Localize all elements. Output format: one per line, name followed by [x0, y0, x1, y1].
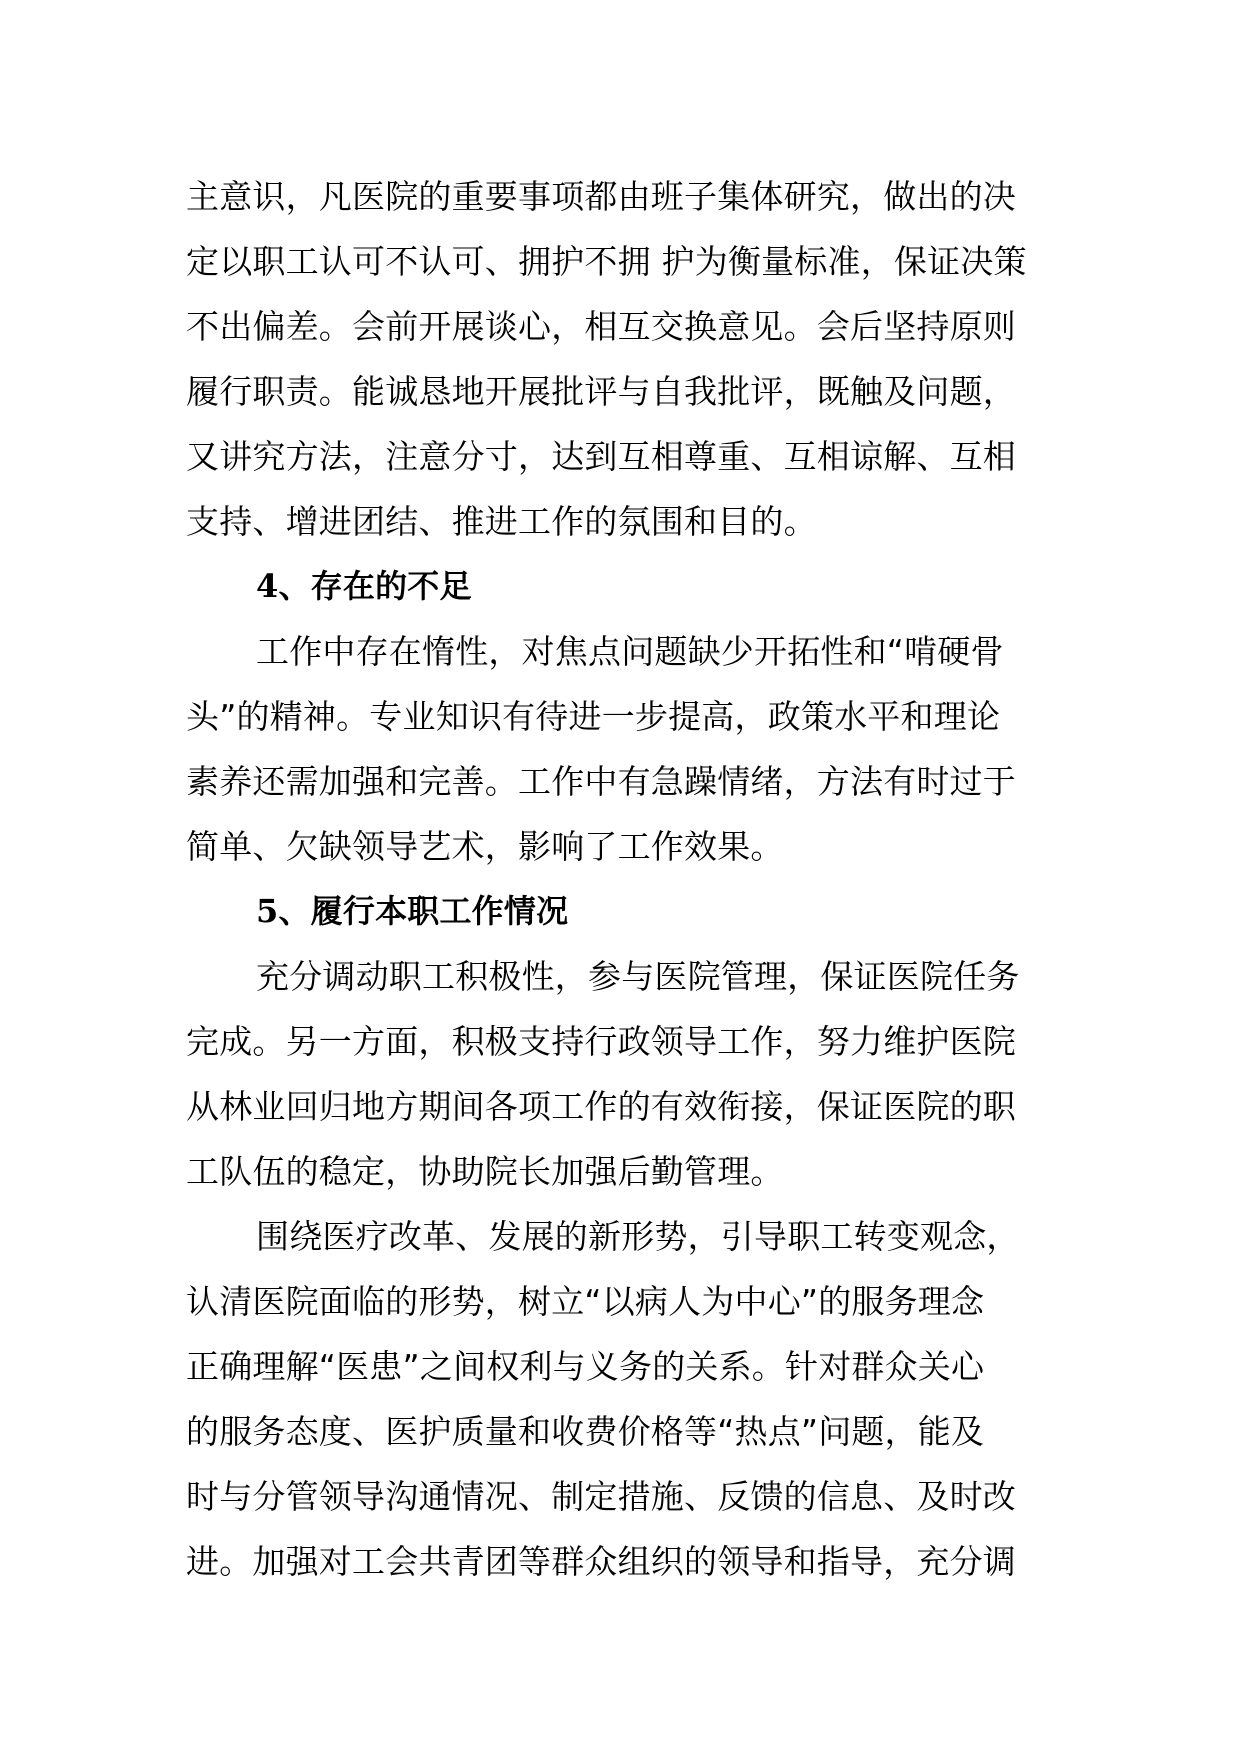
body-line: 又讲究方法，注意分寸，达到互相尊重、互相谅解、互相 [186, 437, 1016, 476]
body-line: 时与分管领导沟通情况、制定措施、反馈的信息、及时改 [186, 1477, 1016, 1516]
body-line: 完成。另一方面，积极支持行政领导工作，努力维护医院 [186, 1022, 1016, 1061]
body-line: 的服务态度、医护质量和收费价格等“热点”问题，能及 [186, 1412, 985, 1451]
body-line: 从林业回归地方期间各项工作的有效衔接，保证医院的职 [186, 1087, 1016, 1126]
body-line: 支持、增进团结、推进工作的氛围和目的。 [186, 502, 817, 541]
section-heading-shortcomings: 4、存在的不足 [256, 567, 472, 605]
body-line: 不出偏差。会前开展谈心，相互交换意见。会后坚持原则 [186, 307, 1016, 346]
document-body [186, 164, 1062, 1594]
body-line: 进。加强对工会共青团等群众组织的领导和指导，充分调 [186, 1542, 1016, 1581]
body-line: 头”的精神。专业知识有待进一步提高，政策水平和理论 [186, 697, 1001, 736]
body-line: 定以职工认可不认可、拥护不拥 护为衡量标准，保证决策 [186, 242, 1027, 281]
paragraph-first-line: 充分调动职工积极性，参与医院管理，保证医院任务 [256, 957, 1020, 996]
body-line: 素养还需加强和完善。工作中有急躁情绪，方法有时过于 [186, 762, 1016, 801]
paragraph-first-line: 工作中存在惰性，对焦点问题缺少开拓性和“啃硬骨 [256, 632, 1004, 671]
body-line: 工队伍的稳定，协助院长加强后勤管理。 [186, 1152, 784, 1191]
body-line: 履行职责。能诚恳地开展批评与自我批评，既触及问题， [186, 372, 1016, 411]
section-heading-duties: 5、履行本职工作情况 [256, 892, 569, 930]
paragraph-first-line: 围绕医疗改革、发展的新形势，引导职工转变观念， [256, 1217, 1020, 1256]
body-line: 主意识，凡医院的重要事项都由班子集体研究，做出的决 [186, 177, 1016, 216]
body-line: 简单、欠缺领导艺术，影响了工作效果。 [186, 827, 784, 866]
body-line: 认清医院面临的形势，树立“以病人为中心”的服务理念 [186, 1282, 985, 1321]
body-line: 正确理解“医患”之间权利与义务的关系。针对群众关心 [186, 1347, 985, 1386]
